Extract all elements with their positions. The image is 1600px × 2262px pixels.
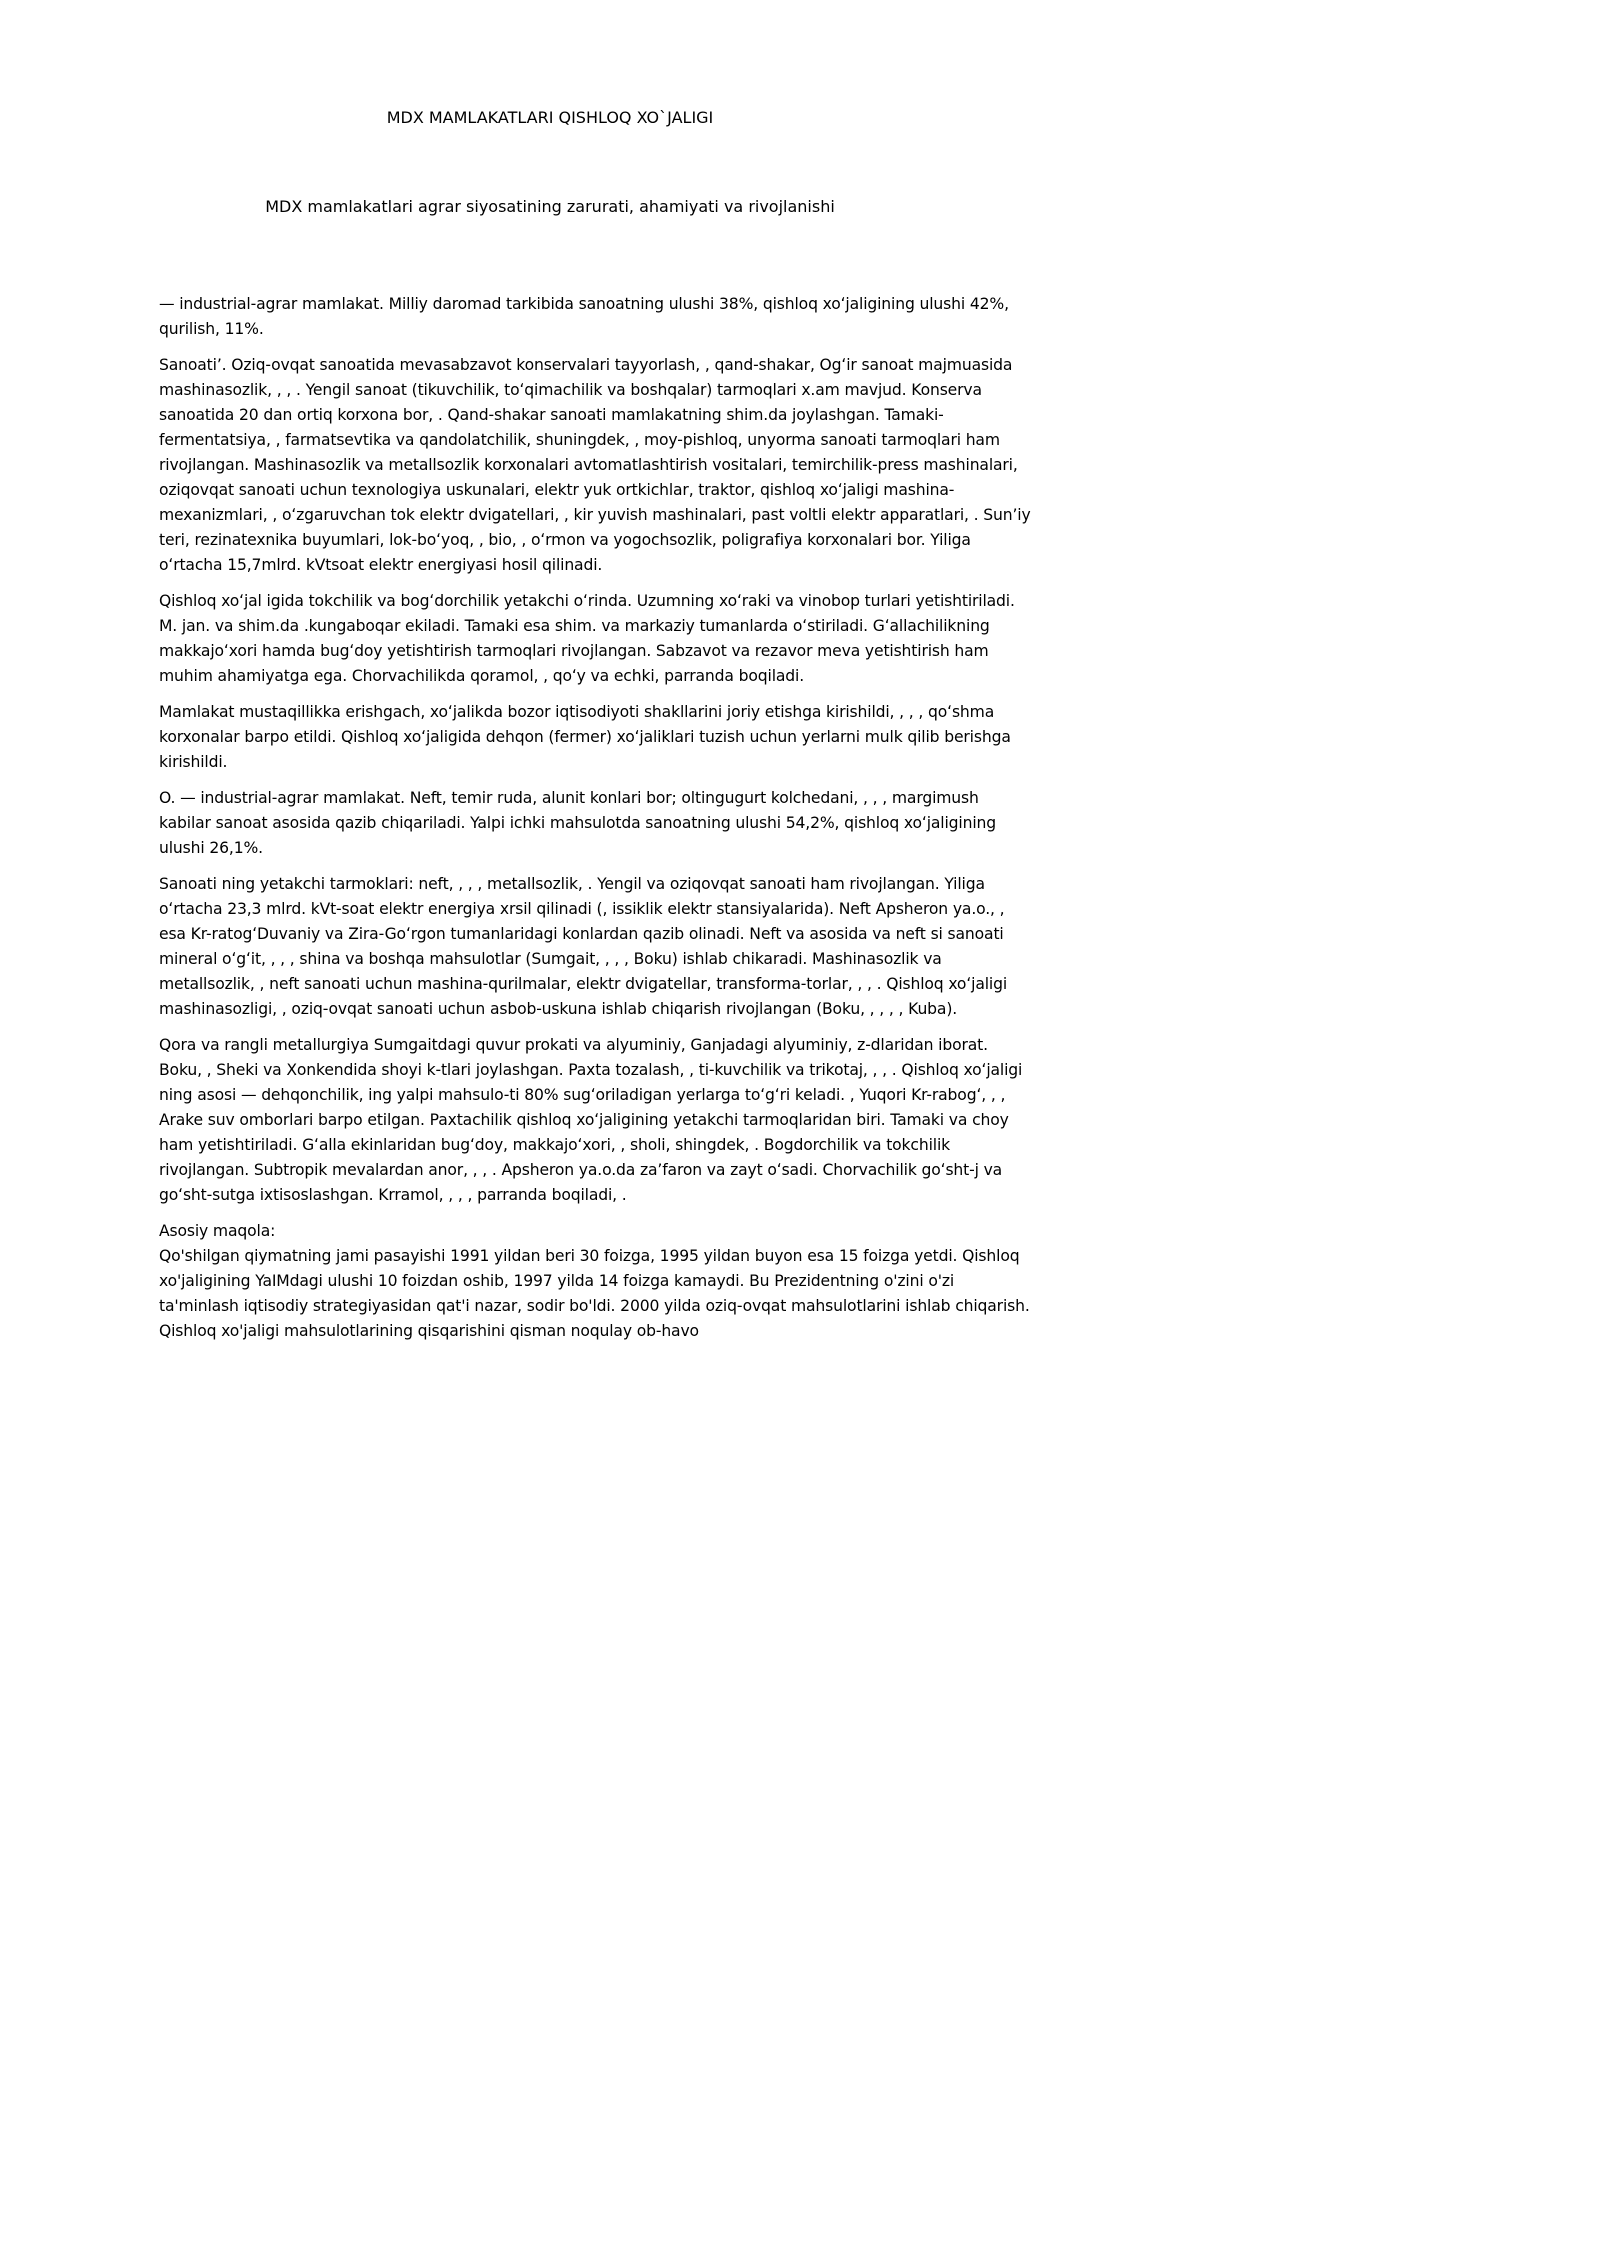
paragraph-agriculture: Qishloq xoʻjal igida tokchilik va bogʻdorchilik yetakchi oʻrinda. Uzumning xoʻraki va vinobop turlari yetishtiriladi. M. jan. va shim.da .kungaboqar ekiladi. Tamaki esa shim. va markaziy tumanlarda oʻstiriladi. Gʻallachilikning makkajoʻxori hamda bugʻdoy yetishtirish tarmoqlari rivojlangan. Sabzavot va rezavor meva yetishtirish ham muhim ahamiyatga ega. Chorvachilikda qoramol, , qoʻy va echki, parranda boqiladi. — [159, 592, 1015, 685]
paragraph-leading-sectors: Sanoati ning yetakchi tarmoklari: neft, , , , metallsozlik, . Yengil va oziqovqat sanoati ham rivojlangan. Yiliga oʻrtacha 23,3 mlrd. kVt-soat elektr energiya xrsil qilinadi (, issiklik elektr stansiyalarida). Neft Apsheron ya.o., , esa Kr-ratogʻDuvaniy va Zira-Goʻrgon tumanlaridagi konlardan qazib olinadi. Neft va asosida va neft si sanoati mineral oʻgʻit, , , , shina va boshqa mahsulotlar (Sumgait, , , , Boku) ishlab chikaradi. Mashinasozlik va metallsozlik, , neft sanoati uchun mashina-qurilmalar, elektr dvigatellar, transforma-torlar, , , . Qishloq xoʻjaligi mashinasozligi, , oziq-ovqat sanoati uchun asbob-uskuna ishlab chiqarish rivojlangan (Boku, , , , , Kuba). — [159, 875, 1008, 1018]
document-subtitle: MDX mamlakatlari agrar siyosatining zarurati, ahamiyati va rivojlanishi — [265, 197, 835, 216]
paragraph-value-added: Qo'shilgan qiymatning jami pasayishi 1991 yildan beri 30 foizga, 1995 yildan buyon esa 15 foizga yetdi. Qishloq xo'jaligining YaIMdagi ulushi 10 foizdan oshib, 1997 yilda 14 foizga kamaydi. Bu Prezidentning o'zini o'zi ta'minlash iqtisodiy strategiyasidan qat'i nazar, sodir bo'ldi. 2000 yilda oziq-ovqat mahsulotlarini ishlab chiqarish. Qishloq xo'jaligi mahsulotlarining qisqarishini qisman noqulay ob-havo — [159, 1247, 1030, 1340]
paragraph-metallurgy: Qora va rangli metallurgiya Sumgaitdagi quvur prokati va alyuminiy, Ganjadagi alyuminiy, z-dlaridan iborat. Boku, , Sheki va Xonkendida shoyi k-tlari joylashgan. Paxta tozalash, , ti-kuvchilik va trikotaj, , , . Qishloq xoʻjaligi ning asosi — dehqonchilik, ing yalpi mahsulo-ti 80% sugʻoriladigan yerlarga toʻgʻri keladi. , Yuqori Kr-rabogʻ, , , Arake suv omborlari barpo etilgan. Paxtachilik qishloq xoʻjaligining yetakchi tarmoqlaridan biri. Tamaki va choy ham yetishtiriladi. Gʻalla ekinlaridan bugʻdoy, makkajoʻxori, , sholi, shingdek, . Bogdorchilik va tokchilik rivojlangan. Subtropik mevalardan anor, , , . Apsheron ya.o.da za’faron va zayt oʻsadi. Chorvachilik goʻsht-j va goʻsht-sutga ixtisoslashgan. Krramol, , , , parranda boqiladi, . — [159, 1036, 1023, 1204]
paragraph-country-overview: O. — industrial-agrar mamlakat. Neft, temir ruda, alunit konlari bor; oltingugurt kolchedani, , , , margimush kabilar sanoat asosida qazib chiqariladi. Yalpi ichki mahsulotda sanoatning ulushi 54,2%, qishloq xoʻjaligining ulushi 26,1%. — [159, 789, 996, 857]
document-body — [159, 292, 1035, 1355]
document-title: MDX MAMLAKATLARI QISHLOQ XO`JALIGI — [386, 108, 714, 127]
document-page — [0, 0, 1100, 1555]
paragraph-industry: Sanoati’. Oziq-ovqat sanoatida mevasabzavot konservalari tayyorlash, , qand-shakar, Ogʻir sanoat majmuasida mashinasozlik, , , . Yengil sanoat (tikuvchilik, toʻqimachilik va boshqalar) tarmoqlari x.am mavjud. Konserva sanoatida 20 dan ortiq korxona bor, . Qand-shakar sanoati mamlakatning shim.da joylashgan. Tamaki-fermentatsiya, , farmatsevtika va qandolatchilik, shuningdek, , moy-pishloq, unyorma sanoati tarmoqlari ham rivojlangan. Mashinasozlik va metallsozlik korxonalari avtomatlashtirish vositalari, temirchilik-press mashinalari, oziqovqat sanoati uchun texnologiya uskunalari, elektr yuk ortkichlar, traktor, qishloq xoʻjaligi mashina-mexanizmlari, , oʻzgaruvchan tok elektr dvigatellari, , kir yuvish mashinalari, past voltli elektr apparatlari, . Sun’iy teri, rezinatexnika buyumlari, lok-boʻyoq, , bio, , oʻrmon va yogochsozlik, poligrafiya korxonalari bor. Yiliga oʻrtacha 15,7mlrd. kVtsoat elektr energiyasi hosil qilinadi. — [159, 356, 1031, 574]
paragraph-independence: Mamlakat mustaqillikka erishgach, xoʻjalikda bozor iqtisodiyoti shakllarini joriy etishga kirishildi, , , , qoʻshma korxonalar barpo etildi. Qishloq xoʻjaligida dehqon (fermer) xoʻjaliklari tuzish uchun yerlarni mulk qilib berishga kirishildi. — [159, 703, 1011, 771]
paragraph-main-article-label: Asosiy maqola: — [159, 1222, 276, 1240]
paragraph-intro: — industrial-agrar mamlakat. Milliy daromad tarkibida sanoatning ulushi 38%, qishloq xoʻjaligining ulushi 42%, qurilish, 11%. — [159, 295, 1009, 338]
